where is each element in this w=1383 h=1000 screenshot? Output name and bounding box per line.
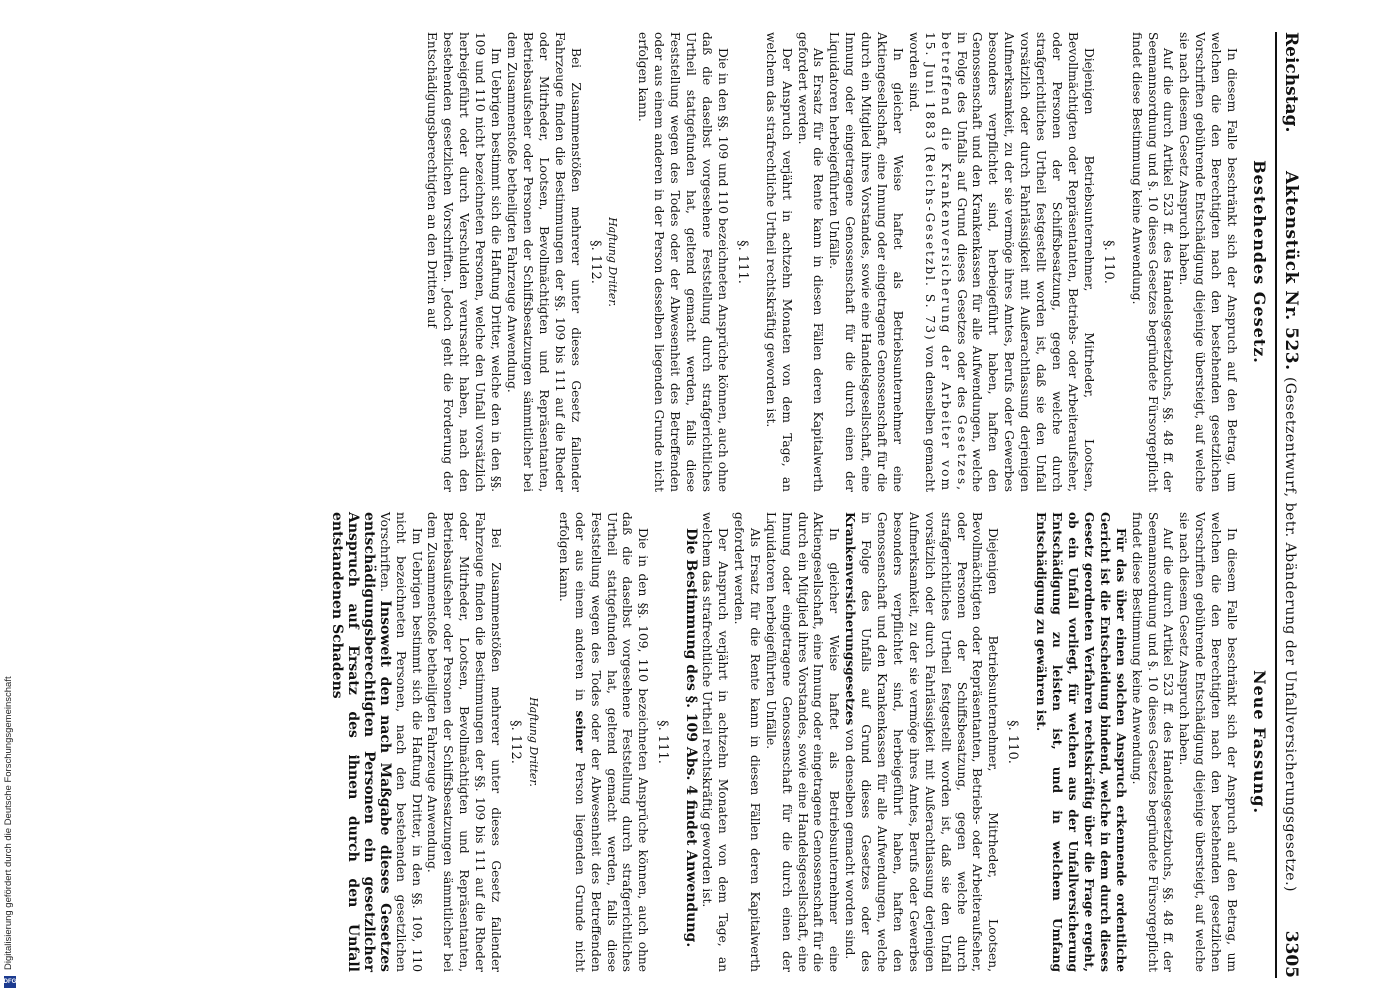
left-section-110-title: §. 110. bbox=[1100, 240, 1116, 284]
right-section-110-p1 bbox=[841, 512, 1000, 972]
right-section-112-p1: Bei Zusammenstößen mehrerer unter dieses Gesetz fallender Fahrzeuge finden die Bestimmungen der §§. 109 bis 111 auf die Rheder oder Mitrheder, Lootsen, Bevollmächtigten und Repräsentanten, Betriebsaufseher oder Personen der Schiffsbesatzungen sämmtlicher bei dem Zusammenstoße betheiligten Fahrzeuge Anwendung. bbox=[425, 512, 504, 972]
right-section-112-p2-text: Im Uebrigen bestimmt sich die Haftung Dritter, in den §§. 109, 110 nicht bezeichneten Personen, nach den bestehenden gesetzlichen Vorschriften. bbox=[377, 512, 424, 972]
dfg-logo-icon: DFG bbox=[4, 976, 16, 988]
left-section-110-p1-end: von denselben gemacht worden sind. bbox=[906, 32, 937, 493]
left-section-112-p1: Bei Zusammenstößen mehrerer unter dieses Gesetz fallender Fahrzeuge finden die Bestimmungen der §§. 109 bis 111 auf die Rheder oder Mitrheder, Lootsen, Bevollmächtigten und Repräsentanten, Betriebsaufseher oder Personen der Schiffsbesatzungen sämmtlicher bei dem Zusammenstoße betheiligten Fahrzeuge Anwendung. bbox=[505, 32, 583, 492]
right-section-110-p1-text: Diejenigen Betriebsunternehmer, Mitrheder, Lootsen, Bevollmächtigten oder Repräsentanten, Betriebs- oder Arbeiteraufseher, oder Personen der Schiffsbesatzung, gegen welche durch strafgerichtliches Urtheil festgestellt worden ist, daß sie den Unfall vorsätzlich oder durch Fahrlässigkeit mit Außerachtlassung derjenigen Aufmerksamkeit, zu der sie vermöge ihres Amtes, Berufs oder Gewerbes besonders verpflichtet sind, herbeigeführt haben, haften den Genossenschaft und den Krankenkassen für alle Aufwendungen, welche in Folge des Unfalls auf Grund dieses Gesetzes oder des bbox=[859, 512, 1001, 972]
right-column bbox=[328, 512, 1269, 972]
right-section-110-p3: Als Ersatz für die Rente kann in diesen Fällen deren Kapitalwerth gefordert werden. bbox=[731, 512, 762, 972]
right-bold-paragraph: Für das über einen solchen Anspruch erkennende ordentliche Gericht ist die Entscheidung bindend, welche in dem durch dieses Gesetz geordneten Verfahren rechtskräftig über die Frage ergeht, ob ein Unfall vorliegt, für welchen aus der Unfallversicherung Entschädigung zu leisten ist, und in welchem Umfang Entschädigung zu gewähren ist. bbox=[1034, 512, 1128, 972]
page-number: 3305 bbox=[1281, 930, 1301, 978]
page-header bbox=[1275, 32, 1301, 978]
left-column-heading: Bestehendes Gesetz. bbox=[1250, 160, 1269, 364]
right-paragraph-1: In diesem Falle beschränkt sich der Anspruch auf den Betrag, um welchen die den Berechtigten nach den bestehenden gesetzlichen Vorschriften gebührende Entschädigung diejenige übersteigt, auf welche sie nach diesem Gesetz Anspruch haben. bbox=[1177, 512, 1240, 972]
header-center bbox=[1281, 171, 1301, 892]
left-column bbox=[328, 32, 1269, 492]
right-section-112-p2 bbox=[328, 512, 423, 972]
right-section-111-title: §. 111. bbox=[655, 720, 671, 764]
left-section-111-title: §. 111. bbox=[734, 240, 750, 284]
right-section-110-title: §. 110. bbox=[1005, 720, 1021, 764]
left-section-111-p1: Die in den §§. 109 und 110 bezeichneten Ansprüche können, auch ohne daß die daselbst vorgesehene Feststellung durch strafgerichtliches Urtheil stattgefunden hat, geltend gemacht werden, falls diese Feststellung wegen des Todes oder der Abwesenheit des Betreffenden oder aus einem anderen in der Person desselben liegenden Grunde nicht erfolgen kann. bbox=[636, 32, 730, 492]
right-section-110-p1-end: von denselben gemacht worden sind. bbox=[843, 729, 858, 960]
right-section-110-law: Krankenversicherungsgesetzes bbox=[843, 512, 858, 726]
right-section-110-p4: Der Anspruch verjährt in achtzehn Monaten von dem Tage, an welchem das strafrechtliche Urtheil rechtskräftig geworden ist. bbox=[700, 512, 730, 972]
header-document-note: (Gesetzentwurf, betr. Abänderung der Unfallversicherungsgesetze.) bbox=[1282, 376, 1298, 892]
header-document-number: Aktenstück Nr. 523. bbox=[1281, 171, 1301, 371]
right-section-111-bold: seiner bbox=[572, 710, 587, 753]
right-section-111-end: Person liegenden Grunde nicht erfolgen kann. bbox=[556, 512, 587, 972]
left-section-110-p4: Der Anspruch verjährt in achtzehn Monaten von dem Tage, an welchem das strafrechtliche Urtheil rechtskräftig geworden ist. bbox=[763, 32, 794, 492]
right-haftung-heading: Haftung Dritter. bbox=[526, 697, 540, 787]
right-section-110-bold: Die Bestimmung des §. 109 Abs. 4 findet Anwendung. bbox=[683, 528, 700, 948]
right-paragraph-2: Auf die durch Artikel 523 ff. des Handelsgesetzbuchs, §§. 48 ff. der Seemannsordnung und §. 10 dieses Gesetzes begründete Fürsorgepflicht findet diese Bestimmung keine Anwendung. bbox=[1129, 512, 1176, 972]
credit-text: Digitalisierung gefördert durch die Deutsche Forschungsgemeinschaft bbox=[3, 676, 14, 970]
digitization-credit bbox=[2, 388, 16, 988]
left-section-110-p1-text: Diejenigen Betriebsunternehmer, Mitrheder, Lootsen, Bevollmächtigten oder Repräsentanten, Betriebs- oder Arbeiteraufseher, oder Personen der Schiffsbesatzung, gegen welche durch strafgerichtliches Urtheil festgestellt worden ist, daß sie den Unfall vorsätzlich oder durch Fahrlässigkeit mit Außerachtlassung derjenigen Aufmerksamkeit, zu der sie vermöge ihres Amtes, Berufs oder Gewerbes besonders verpflichtet sind, herbeigeführt haben, haften den Genossenschaft und den Krankenkassen für alle Aufwendungen, welche in Folge des Unfalls auf Grund dieses Gesetzes oder des bbox=[954, 32, 1096, 492]
left-paragraph-2: Auf die durch Artikel 523 ff. des Handelsgesetzbuchs, §§. 48 ff. der Seemannsordnung und §. 10 dieses Gesetzes begründete Fürsorgepflicht findet diese Bestimmung keine Anwendung. bbox=[1129, 32, 1176, 492]
right-section-112-bold: Insoweit den nach Maßgabe dieses Gesetzes entschädigungsberechtigten Personen ein gesetzlicher Anspruch auf Ersatz des ihnen durch den Unfall entstandenen Schadens bbox=[329, 512, 393, 972]
left-section-112-p2: Im Uebrigen bestimmt sich die Haftung Dritter, welche den in den §§. 109 und 110 nicht bezeichneten Personen, welche den Unfall vorsätzlich herbeigeführt oder durch Verschulden verursacht haben, nach den bestehenden gesetzlichen Vorschriften. Jedoch geht die Forderung der Entschädigungsberechtigten an den Dritten auf bbox=[425, 32, 504, 492]
right-column-heading: Neue Fassung. bbox=[1250, 669, 1269, 815]
columns bbox=[328, 32, 1269, 978]
right-section-111-p1-text: Die in den §§. 109, 110 bezeichneten Ansprüche können, auch ohne daß die daselbst vorgesehene Feststellung durch strafgerichtliches Urtheil stattgefunden hat, geltend gemacht werden, falls diese Feststellung wegen des Todes oder der Abwesenheit des Betreffenden oder aus einem anderen in bbox=[572, 512, 651, 972]
left-section-112-title: §. 112. bbox=[587, 240, 603, 284]
left-section-110-p2: In gleicher Weise haftet als Betriebsunternehmer eine Aktiengesellschaft, eine Innung oder eingetragene Genossenschaft für die durch ein Mitglied ihres Vorstandes, sowie eine Handelsgesellschaft, eine Innung oder eingetragene Genossenschaft für die durch einen der Liquidatoren herbeigeführten Unfälle. bbox=[827, 32, 905, 492]
right-section-112-title: §. 112. bbox=[508, 720, 524, 764]
header-left: Reichstag. bbox=[1281, 32, 1301, 133]
left-section-110-p3: Als Ersatz für die Rente kann in diesen Fällen deren Kapitalwerth gefordert werden. bbox=[795, 32, 826, 492]
left-section-110-law: Gesetzes, betreffend die Krankenversicherung der Arbeiter vom 15. Juni 1883 (Reichs-Gesetzbl. S. 73) bbox=[922, 32, 969, 492]
left-haftung-heading: Haftung Dritter. bbox=[606, 217, 620, 307]
left-section-110-p1 bbox=[905, 32, 1096, 492]
left-paragraph-1: In diesem Falle beschränkt sich der Anspruch auf den Betrag, um welchen die den Berechtigten nach den bestehenden gesetzlichen Vorschriften gebührende Entschädigung diejenige übersteigt, auf welche sie nach diesem Gesetz Anspruch haben. bbox=[1177, 32, 1240, 492]
right-section-110-p2: In gleicher Weise haftet als Betriebsunternehmer eine Aktiengesellschaft, eine Innung oder eingetragene Genossenschaft für die durch ein Mitglied ihres Vorstandes, sowie eine Handelsgesellschaft, eine Innung oder eingetragene Genossenschaft für die durch einen der Liquidatoren herbeigeführten Unfälle. bbox=[763, 512, 842, 972]
right-section-111-p1 bbox=[555, 512, 650, 972]
